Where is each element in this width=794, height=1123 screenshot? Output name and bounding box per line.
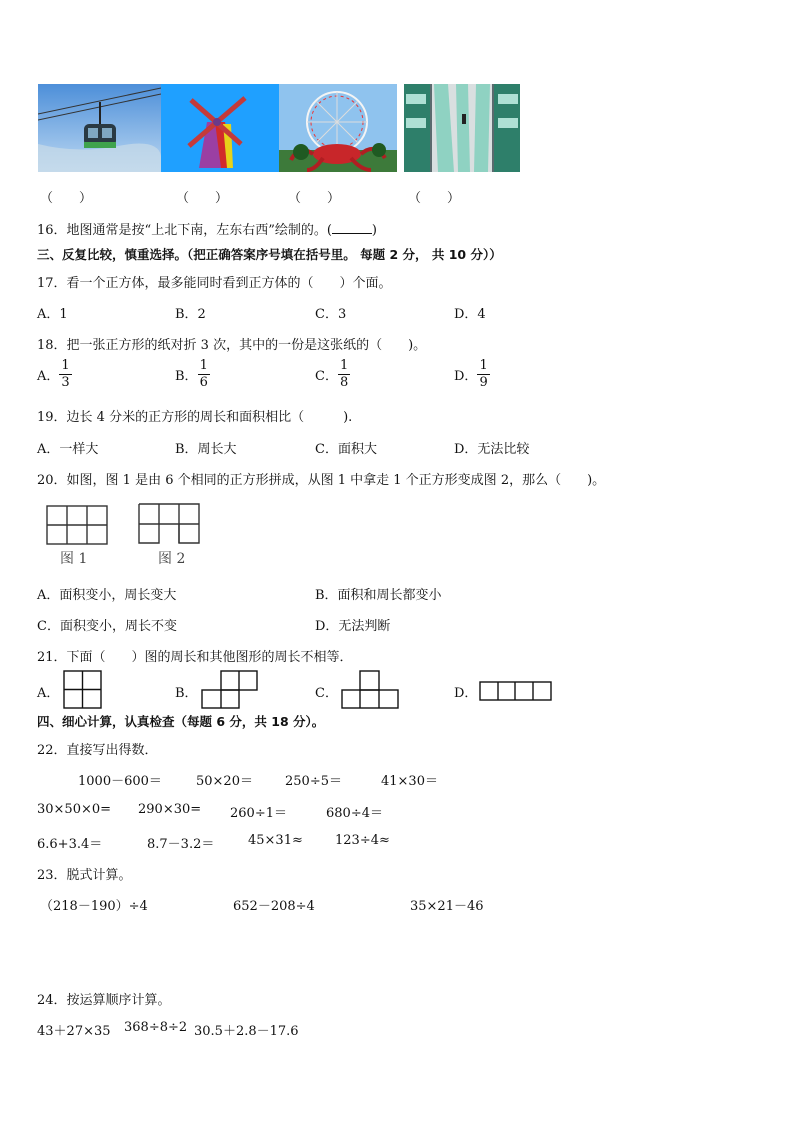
ferris-wheel-photo bbox=[279, 84, 397, 172]
escalator-photo bbox=[404, 84, 520, 172]
option-b[interactable]: B．2 bbox=[175, 307, 206, 322]
option-b[interactable]: B． $\frac{1}{6}$ bbox=[175, 358, 208, 390]
fraction: $\frac{1}{8}$ bbox=[339, 358, 349, 390]
calc-item: 43＋27×35 bbox=[37, 1024, 111, 1039]
photo-answer-bracket-3[interactable]: （ ） bbox=[288, 191, 341, 206]
windmill-drawing bbox=[161, 84, 279, 172]
question-21: 21．下面（ ）图的周长和其他图形的周长不相等． bbox=[37, 650, 353, 665]
calc-item: 290×30= bbox=[138, 802, 202, 817]
option-c[interactable]: C．面积大 bbox=[315, 442, 377, 457]
question-16-tail: ) bbox=[371, 223, 377, 238]
photo-answer-bracket-2[interactable]: （ ） bbox=[176, 191, 229, 206]
question-22: 22．直接写出得数． bbox=[37, 743, 158, 758]
question-24: 24．按运算顺序计算。 bbox=[37, 993, 171, 1008]
calc-item: 41×30＝ bbox=[381, 774, 438, 789]
option-a[interactable]: A． $\frac{1}{3}$ bbox=[37, 358, 70, 390]
calc-item: 35×21－46 bbox=[410, 899, 484, 914]
option-d[interactable]: D．无法判断 bbox=[315, 619, 391, 634]
fraction: $\frac{1}{3}$ bbox=[61, 358, 70, 390]
calc-item: 368÷8÷2 bbox=[124, 1020, 188, 1035]
option-d[interactable]: D．无法比较 bbox=[454, 442, 530, 457]
calc-item: 123÷4≈ bbox=[335, 833, 390, 848]
question-20: 20．如图，图 1 是由 6 个相同的正方形拼成，从图 1 中拿走 1 个正方形变成图 2，那么（ )。 bbox=[37, 473, 606, 488]
figure-2-label: 图 2 bbox=[158, 551, 186, 567]
option-b[interactable]: B．周长大 bbox=[175, 442, 237, 457]
question-17: 17．看一个正方体，最多能同时看到正方体的（ ）个面。 bbox=[37, 276, 392, 291]
figure-1-label: 图 1 bbox=[60, 551, 88, 567]
calc-item: 1000－600＝ bbox=[78, 774, 162, 789]
shape-b-staircase bbox=[201, 670, 259, 710]
shape-a-square-grid bbox=[63, 670, 103, 710]
option-c[interactable]: C．3 bbox=[315, 307, 347, 322]
fraction: $\frac{1}{9}$ bbox=[479, 358, 488, 390]
calc-item: （218－190）÷4 bbox=[40, 899, 148, 914]
calc-item: 680÷4＝ bbox=[326, 806, 383, 821]
section-3-title: 三、反复比较，慎重选择。（把正确答案序号填在括号里。 每题 2 分， 共 10 分）） bbox=[37, 247, 502, 262]
photo-answer-bracket-1[interactable]: （ ） bbox=[40, 191, 93, 206]
option-d[interactable]: D． bbox=[454, 686, 478, 701]
answer-blank[interactable] bbox=[332, 221, 372, 234]
question-19: 19．边长 4 分米的正方形的周长和面积相比（ ). bbox=[37, 410, 353, 425]
calc-item: 30.5＋2.8－17.6 bbox=[194, 1024, 299, 1039]
question-18: 18．把一张正方形的纸对折 3 次，其中的一份是这张纸的（ )。 bbox=[37, 338, 427, 353]
question-16 bbox=[37, 219, 377, 238]
calc-item: 260÷1＝ bbox=[230, 806, 287, 821]
calc-item: 8.7－3.2＝ bbox=[147, 837, 215, 852]
calc-item: 652－208÷4 bbox=[233, 899, 315, 914]
option-c[interactable]: C． bbox=[315, 686, 338, 701]
option-c[interactable]: C． $\frac{1}{8}$ bbox=[315, 358, 349, 390]
calc-item: 6.6+3.4＝ bbox=[37, 837, 103, 852]
fraction: $\frac{1}{6}$ bbox=[199, 358, 208, 390]
cable-car-photo bbox=[38, 84, 161, 172]
option-b[interactable]: B．面积和周长都变小 bbox=[315, 588, 442, 603]
figure-1-grid bbox=[46, 505, 108, 545]
photo-answer-bracket-4[interactable]: （ ） bbox=[408, 191, 461, 206]
shape-d-row bbox=[479, 680, 553, 702]
option-b[interactable]: B． bbox=[175, 686, 198, 701]
calc-item: 250÷5＝ bbox=[285, 774, 342, 789]
option-c[interactable]: C．面积变小，周长不变 bbox=[37, 619, 177, 634]
calc-item: 45×31≈ bbox=[248, 833, 303, 848]
question-23: 23．脱式计算。 bbox=[37, 868, 132, 883]
section-4-title: 四、细心计算，认真检查（每题 6 分，共 18 分）。 bbox=[37, 714, 325, 729]
question-16-text: 16．地图通常是按“上北下南，左东右西”绘制的。( bbox=[37, 223, 332, 238]
option-a[interactable]: A．面积变小，周长变大 bbox=[37, 588, 177, 603]
figure-2-grid bbox=[138, 503, 200, 545]
option-d[interactable]: D． $\frac{1}{9}$ bbox=[454, 358, 488, 390]
calc-item: 50×20＝ bbox=[196, 774, 253, 789]
option-a[interactable]: A．1 bbox=[37, 307, 68, 322]
calc-item: 30×50×0= bbox=[37, 802, 112, 817]
option-a[interactable]: A．一样大 bbox=[37, 442, 99, 457]
option-d[interactable]: D．4 bbox=[454, 307, 486, 322]
shape-c-t-shape bbox=[341, 670, 399, 710]
option-a[interactable]: A． bbox=[37, 686, 60, 701]
